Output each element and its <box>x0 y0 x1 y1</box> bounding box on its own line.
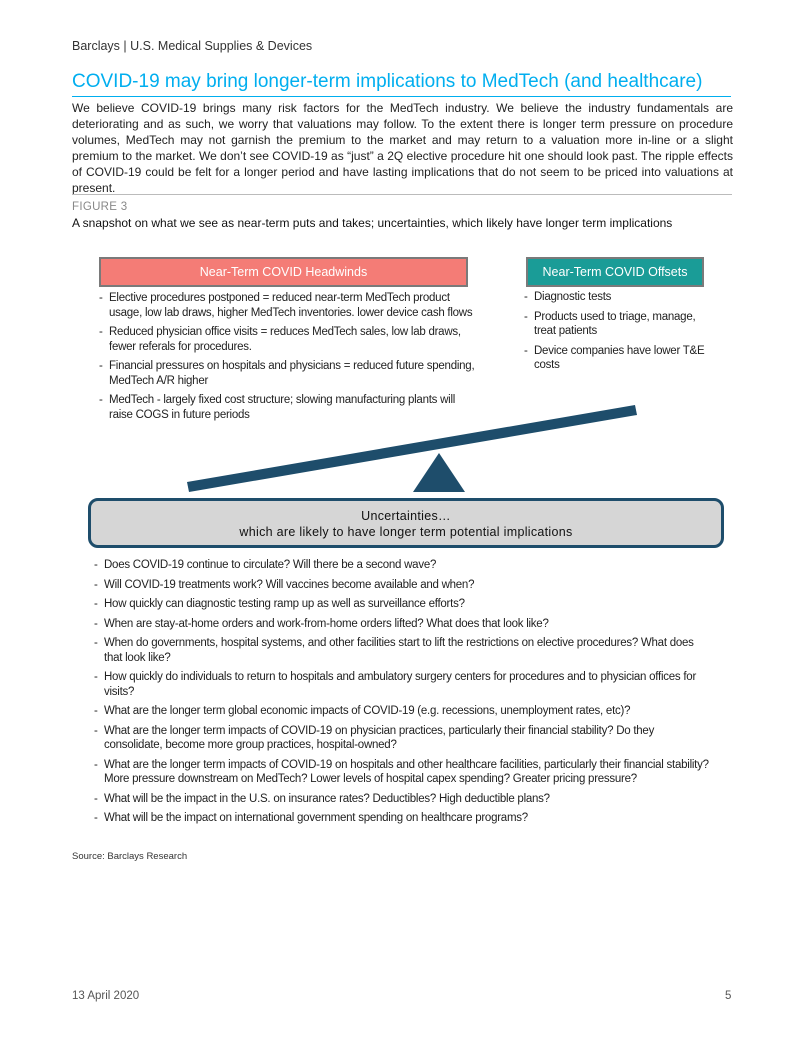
question-item: - How quickly can diagnostic testing ramp up as well as surveillance efforts? <box>94 597 714 612</box>
uncertainties-title: Uncertainties… <box>361 509 451 523</box>
seesaw-beam <box>187 405 637 492</box>
offset-item: - Diagnostic tests <box>524 290 709 305</box>
headwind-item: - Reduced physician office visits = reduces MedTech sales, low lab draws, fewer referals for procedures. <box>99 325 479 354</box>
figure-caption: A snapshot on what we see as near-term puts and takes; uncertainties, which likely have longer term implications <box>72 216 673 230</box>
figure-divider <box>72 194 732 195</box>
question-item: - What will be the impact in the U.S. on insurance rates? Deductibles? High deductible plans? <box>94 792 714 807</box>
footer-date: 13 April 2020 <box>72 990 140 1002</box>
headwind-item: - MedTech - largely fixed cost structure; slowing manufacturing plants will raise COGS in future periods <box>99 393 479 422</box>
question-item: - What will be the impact on international government spending on healthcare programs? <box>94 811 714 826</box>
page-number: 5 <box>725 990 732 1002</box>
uncertainties-box <box>88 498 724 548</box>
title-divider <box>72 96 731 97</box>
question-item: - What are the longer term impacts of COVID-19 on hospitals and other healthcare facilities, particularly their financial stability? More pressure downstream on MedTech? Lower levels of hospital capex spending? Greater pricing pressure? <box>94 758 714 787</box>
question-item: - What are the longer term impacts of COVID-19 on physician practices, particularly their financial stability? Do they consolidate, become more group practices, hospital-owned? <box>94 724 714 753</box>
figure-source: Source: Barclays Research <box>72 851 188 862</box>
seesaw-graphic <box>180 400 640 495</box>
question-item: - When do governments, hospital systems, and other facilities start to lift the restrictions on elective procedures? What does that look like? <box>94 636 714 665</box>
question-item: - Does COVID-19 continue to circulate? Will there be a second wave? <box>94 558 714 573</box>
offsets-header: Near-Term COVID Offsets <box>526 257 704 287</box>
figure-label: FIGURE 3 <box>72 201 128 213</box>
headwind-item: - Elective procedures postponed = reduced near-term MedTech product usage, low lab draws, higher MedTech inventories. lower device cash flows <box>99 291 479 320</box>
report-header: Barclays | U.S. Medical Supplies & Devices <box>72 39 313 53</box>
question-item: - What are the longer term global economic impacts of COVID-19 (e.g. recessions, unemployment rates, etc)? <box>94 704 714 719</box>
page-title: COVID-19 may bring longer-term implications to MedTech (and healthcare) <box>72 71 703 92</box>
uncertainties-list <box>94 558 714 831</box>
intro-paragraph: We believe COVID-19 brings many risk factors for the MedTech industry. We believe the industry fundamentals are deteriorating and as such, we worry that valuations may follow. To the extent there is longer term pressure on procedure volumes, MedTech may not garnish the premium to the market and may return to a valuation more in-line or a slight premium to the market. We don’t see COVID-19 as “just” a 2Q elective procedure hit one should look past. The ripple effects of COVID-19 could be felt for a longer period and have lasting implications that do not seem to be priced into valuations at present. <box>72 101 733 195</box>
headwind-item: - Financial pressures on hospitals and physicians = reduced future spending, MedTech A/R higher <box>99 359 479 388</box>
offset-item: - Device companies have lower T&E costs <box>524 344 709 373</box>
question-item: - Will COVID-19 treatments work? Will vaccines become available and when? <box>94 578 714 593</box>
offset-item: - Products used to triage, manage, treat patients <box>524 310 709 339</box>
uncertainties-subtitle: which are likely to have longer term potential implications <box>239 525 573 539</box>
headwinds-header: Near-Term COVID Headwinds <box>99 257 468 287</box>
seesaw-fulcrum <box>413 453 465 492</box>
offsets-list <box>524 290 709 378</box>
question-item: - How quickly do individuals to return to hospitals and ambulatory surgery centers for procedures and to physician offices for visits? <box>94 670 714 699</box>
question-item: - When are stay-at-home orders and work-from-home orders lifted? What does that look like? <box>94 617 714 632</box>
